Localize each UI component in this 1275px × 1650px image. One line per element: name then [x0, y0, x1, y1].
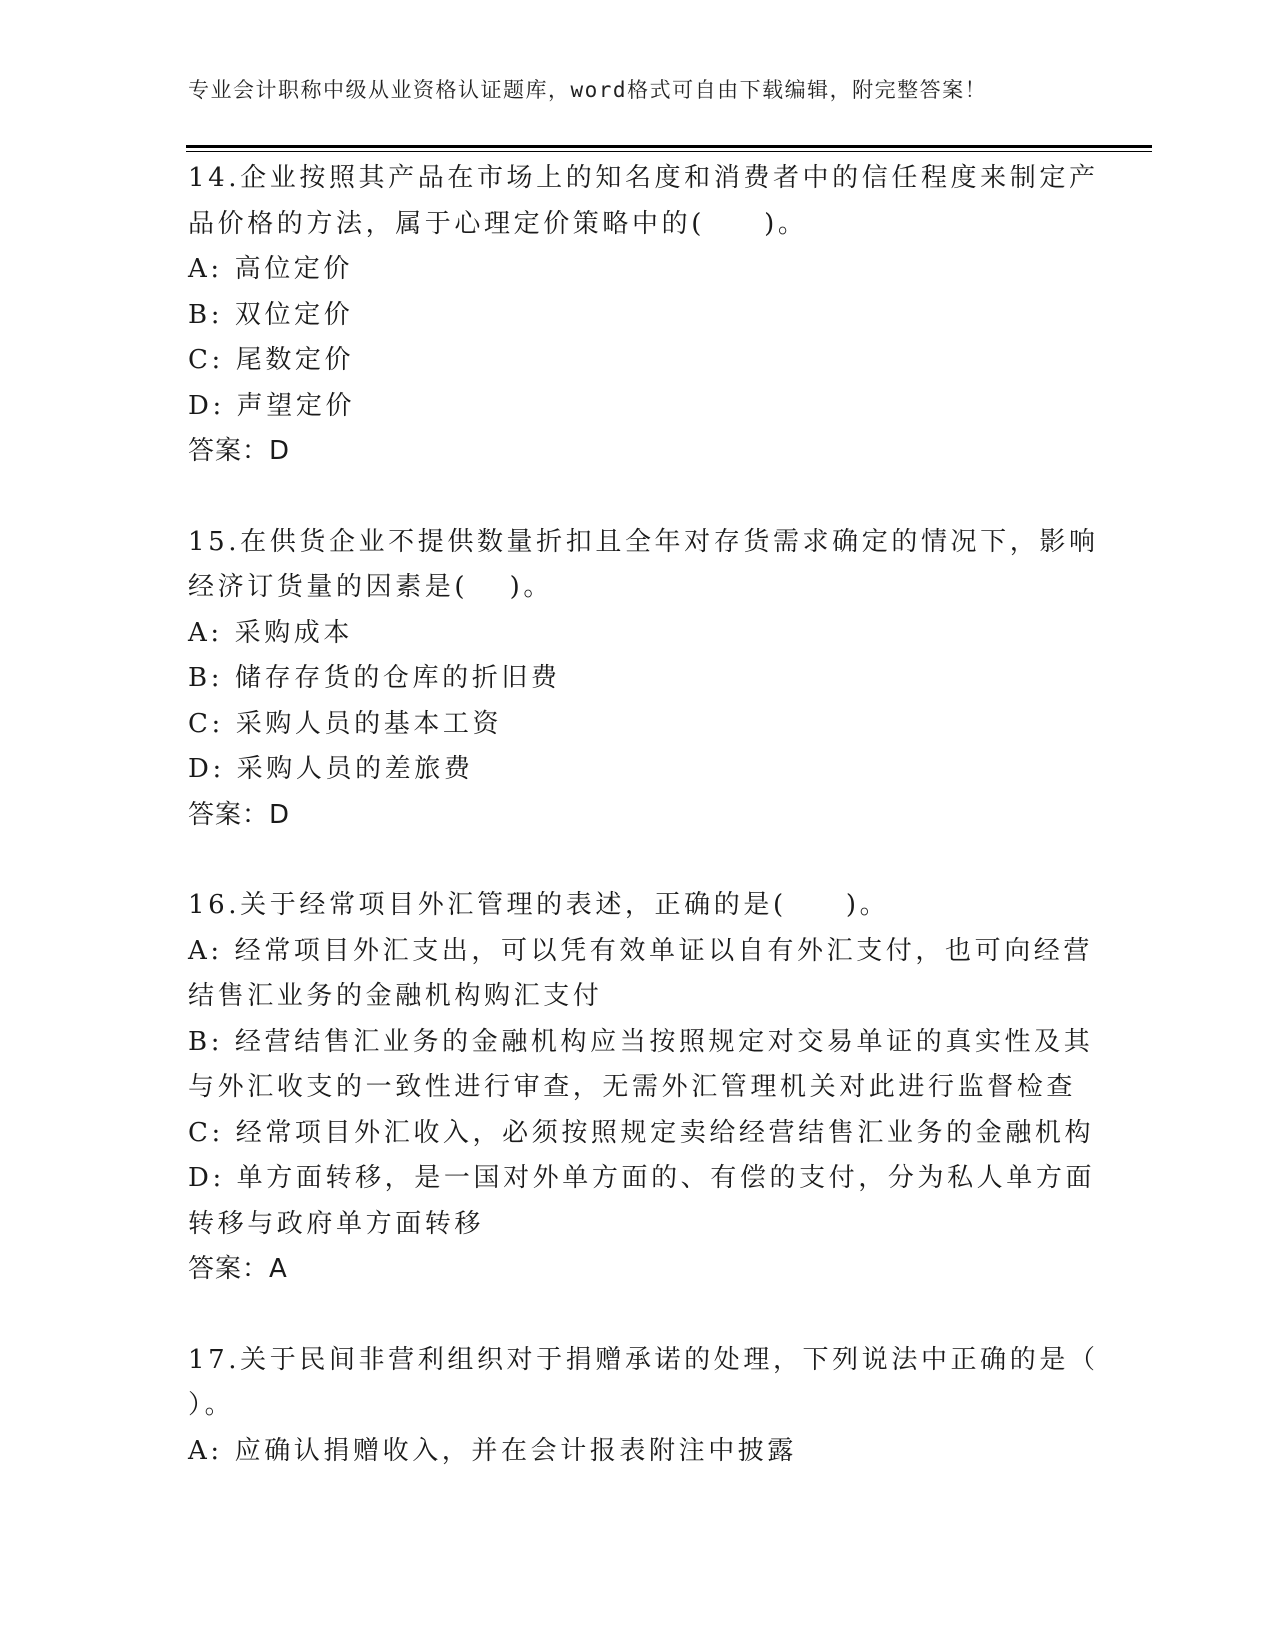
answer: 答案：D	[188, 436, 291, 466]
spacer	[188, 475, 1088, 520]
question-stem-line: 品价格的方法，属于心理定价策略中的( )。	[188, 208, 808, 239]
option-c: C: 经常项目外汇收入，必须按照规定卖给经营结售汇业务的金融机构	[188, 1117, 1095, 1148]
option-b: B: 经营结售汇业务的金融机构应当按照规定对交易单证的真实性及其	[188, 1026, 1094, 1057]
option-b: B: 双位定价	[188, 299, 354, 330]
spacer	[188, 1293, 1088, 1338]
question-stem-line: 16.关于经常项目外汇管理的表述，正确的是( )。	[188, 890, 890, 920]
question-17	[188, 1338, 1099, 1475]
question-stem-line: 17.关于民间非营利组织对于捐赠承诺的处理，下列说法中正确的是（	[188, 1344, 1099, 1375]
option-b-continued: 与外汇收支的一致性进行审查，无需外汇管理机关对此进行监督检查	[188, 1072, 1077, 1102]
option-d: D: 单方面转移，是一国对外单方面的、有偿的支付，分为私人单方面	[188, 1163, 1096, 1193]
answer: 答案：D	[188, 799, 291, 830]
question-stem-line: ）。	[188, 1390, 235, 1420]
question-16	[188, 883, 1096, 1293]
spacer	[188, 838, 1088, 883]
option-b: B: 储存存货的仓库的折旧费	[188, 663, 561, 693]
page-header: 专业会计职称中级从业资格认证题库，word格式可自由下载编辑，附完整答案！	[188, 78, 988, 102]
header-rule-thin	[186, 151, 1152, 152]
question-stem-line: 15.在供货企业不提供数量折扣且全年对存货需求确定的情况下，影响	[188, 526, 1099, 557]
option-d-continued: 转移与政府单方面转移	[188, 1208, 485, 1239]
option-d: D: 声望定价	[188, 390, 356, 421]
option-d: D: 采购人员的差旅费	[188, 754, 474, 784]
option-a: A: 高位定价	[188, 254, 354, 284]
option-c: C: 采购人员的基本工资	[188, 708, 503, 739]
question-list	[188, 156, 1099, 1474]
option-a: A: 采购成本	[188, 617, 354, 648]
option-a-continued: 结售汇业务的金融机构购汇支付	[188, 981, 603, 1011]
option-a: A: 应确认捐赠收入，并在会计报表附注中披露	[188, 1435, 798, 1466]
question-stem-line: 14.企业按照其产品在市场上的知名度和消费者中的信任程度来制定产	[188, 163, 1099, 193]
question-14	[188, 156, 1099, 475]
question-stem-line: 经济订货量的因素是( )。	[188, 572, 553, 602]
option-a: A: 经常项目外汇支出，可以凭有效单证以自有外汇支付，也可向经营	[188, 935, 1094, 966]
header-rule-thick	[186, 145, 1152, 148]
answer: 答案：A	[188, 1254, 288, 1284]
option-c: C: 尾数定价	[188, 345, 355, 375]
question-15	[188, 520, 1099, 839]
